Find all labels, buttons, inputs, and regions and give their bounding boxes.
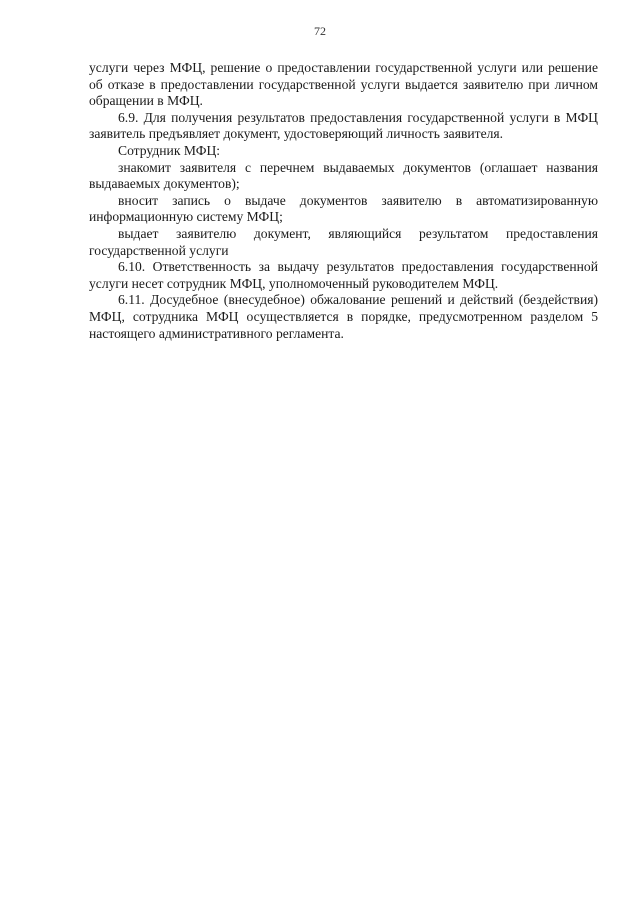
paragraph-staff-duty-3: выдает заявителю документ, являющийся результатом предоставления государственной услуги bbox=[89, 225, 598, 258]
paragraph-continuation: услуги через МФЦ, решение о предоставлении государственной услуги или решение об отказе в предоставлении государственной услуги выдается заявителю при личном обращении в МФЦ. bbox=[89, 60, 598, 109]
paragraph-staff-duty-2: вносит запись о выдаче документов заявителю в автоматизированную информационную систему МФЦ; bbox=[89, 192, 598, 225]
paragraph-6-9: 6.9. Для получения результатов предоставления государственной услуги в МФЦ заявитель предъявляет документ, удостоверяющий личность заявителя. bbox=[89, 109, 598, 142]
paragraph-staff-duty-1: знакомит заявителя с перечнем выдаваемых документов (оглашает названия выдаваемых документов); bbox=[89, 159, 598, 192]
paragraph-staff-intro: Сотрудник МФЦ: bbox=[118, 142, 221, 158]
document-body bbox=[89, 60, 598, 342]
page-number: 72 bbox=[314, 24, 326, 38]
paragraph-6-11: 6.11. Досудебное (внесудебное) обжалование решений и действий (бездействия) МФЦ, сотрудника МФЦ осуществляется в порядке, предусмотренном разделом 5 настоящего административного регламента. bbox=[89, 292, 598, 341]
paragraph-6-10: 6.10. Ответственность за выдачу результатов предоставления государственной услуги несет сотрудник МФЦ, уполномоченный руководителем МФЦ. bbox=[89, 259, 598, 291]
